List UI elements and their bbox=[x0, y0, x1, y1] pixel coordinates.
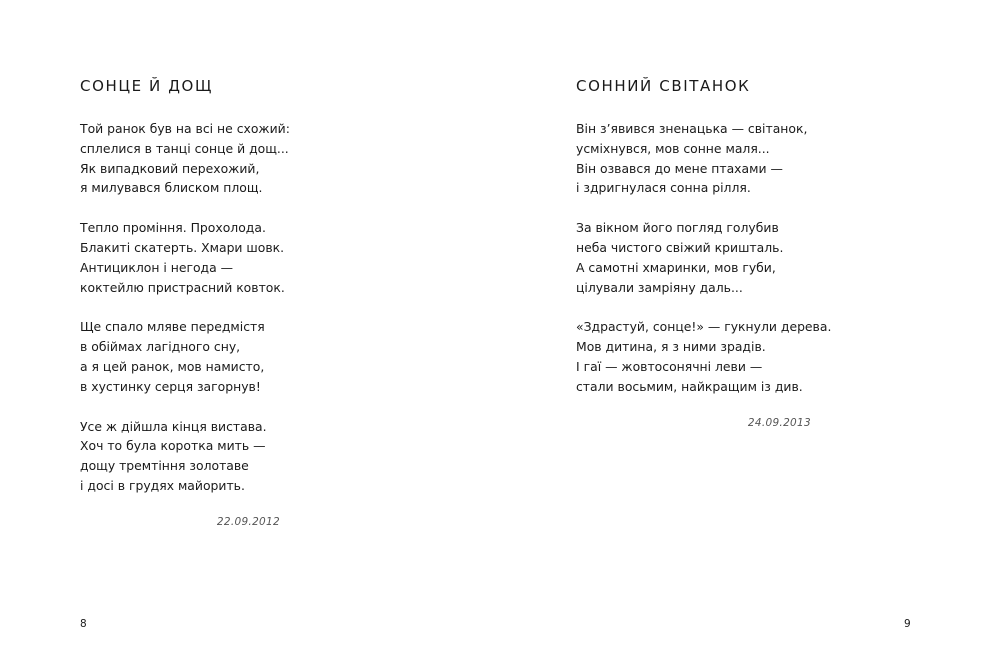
poem-line: Блакиті скатерть. Хмари шовк. bbox=[80, 239, 285, 255]
stanza bbox=[576, 119, 811, 198]
poem-title: СОНЦЕ Й ДОЩ bbox=[80, 77, 213, 95]
poem-line: А самотні хмаринки, мов губи, bbox=[576, 259, 776, 275]
poem-line: Він з’явився зненацька — світанок, bbox=[576, 121, 808, 136]
stanza bbox=[576, 317, 832, 396]
page-number: 8 bbox=[80, 618, 87, 630]
poem-line: Мов дитина, я з ними зрадів. bbox=[576, 339, 766, 355]
poem-line: дощу тремтіння золотаве bbox=[80, 458, 249, 474]
poem-line: коктейлю пристрасний ковток. bbox=[80, 279, 285, 295]
poem-line: стали восьмим, найкращим із див. bbox=[576, 378, 803, 394]
poem-line: Тепло проміння. Прохолода. bbox=[80, 220, 266, 236]
poem-sontse-y-dosch bbox=[80, 76, 290, 528]
poem-sonnyi-svitanok bbox=[576, 76, 832, 429]
poem-line: і здригнулася сонна рілля. bbox=[576, 180, 751, 196]
stanza bbox=[80, 218, 285, 297]
poem-line: неба чистого свіжий кришталь. bbox=[576, 239, 784, 255]
poem-line: я милувався блиском площ. bbox=[80, 180, 263, 196]
poem-line: а я цей ранок, мов намисто, bbox=[80, 358, 265, 374]
left-page bbox=[0, 0, 495, 672]
poem-title: СОННИЙ СВІТАНОК bbox=[576, 77, 751, 95]
poem-line: Усе ж дійшла кінця вистава. bbox=[80, 418, 267, 434]
poem-line: Той ранок був на всі не схожий: bbox=[80, 121, 290, 136]
poem-line: в обіймах лагідного сну, bbox=[80, 339, 241, 355]
poem-line: в хустинку серця загорнув! bbox=[80, 378, 261, 394]
poem-line: Ще спало мляве передмістя bbox=[80, 319, 265, 335]
poem-line: Хоч то була коротка мить — bbox=[80, 438, 266, 454]
poem-line: І гаї — жовтосонячні леви — bbox=[576, 358, 763, 374]
poem-line: Він озвався до мене птахами — bbox=[576, 160, 783, 176]
poem-line: усміхнувся, мов сонне маля... bbox=[576, 140, 770, 156]
stanza bbox=[576, 218, 811, 297]
poem-date: 22.09.2012 bbox=[216, 515, 280, 528]
stanza bbox=[80, 417, 280, 496]
poem-line: Антициклон і негода — bbox=[80, 259, 234, 275]
poem-line: і досі в грудях майорить. bbox=[80, 477, 245, 493]
stanza bbox=[80, 119, 290, 198]
poem-line: сплелися в танці сонце й дощ... bbox=[80, 140, 289, 156]
poem-line: Як випадковий перехожий, bbox=[80, 160, 260, 176]
page-number: 9 bbox=[904, 618, 911, 630]
right-page bbox=[496, 0, 991, 672]
poem-line: цілували замріяну даль... bbox=[576, 279, 743, 295]
stanza bbox=[80, 317, 280, 396]
poem-line: За вікном його погляд голубив bbox=[576, 220, 779, 236]
poem-line: «Здрастуй, сонце!» — гукнули дерева. bbox=[576, 319, 832, 335]
poem-date: 24.09.2013 bbox=[747, 416, 811, 429]
